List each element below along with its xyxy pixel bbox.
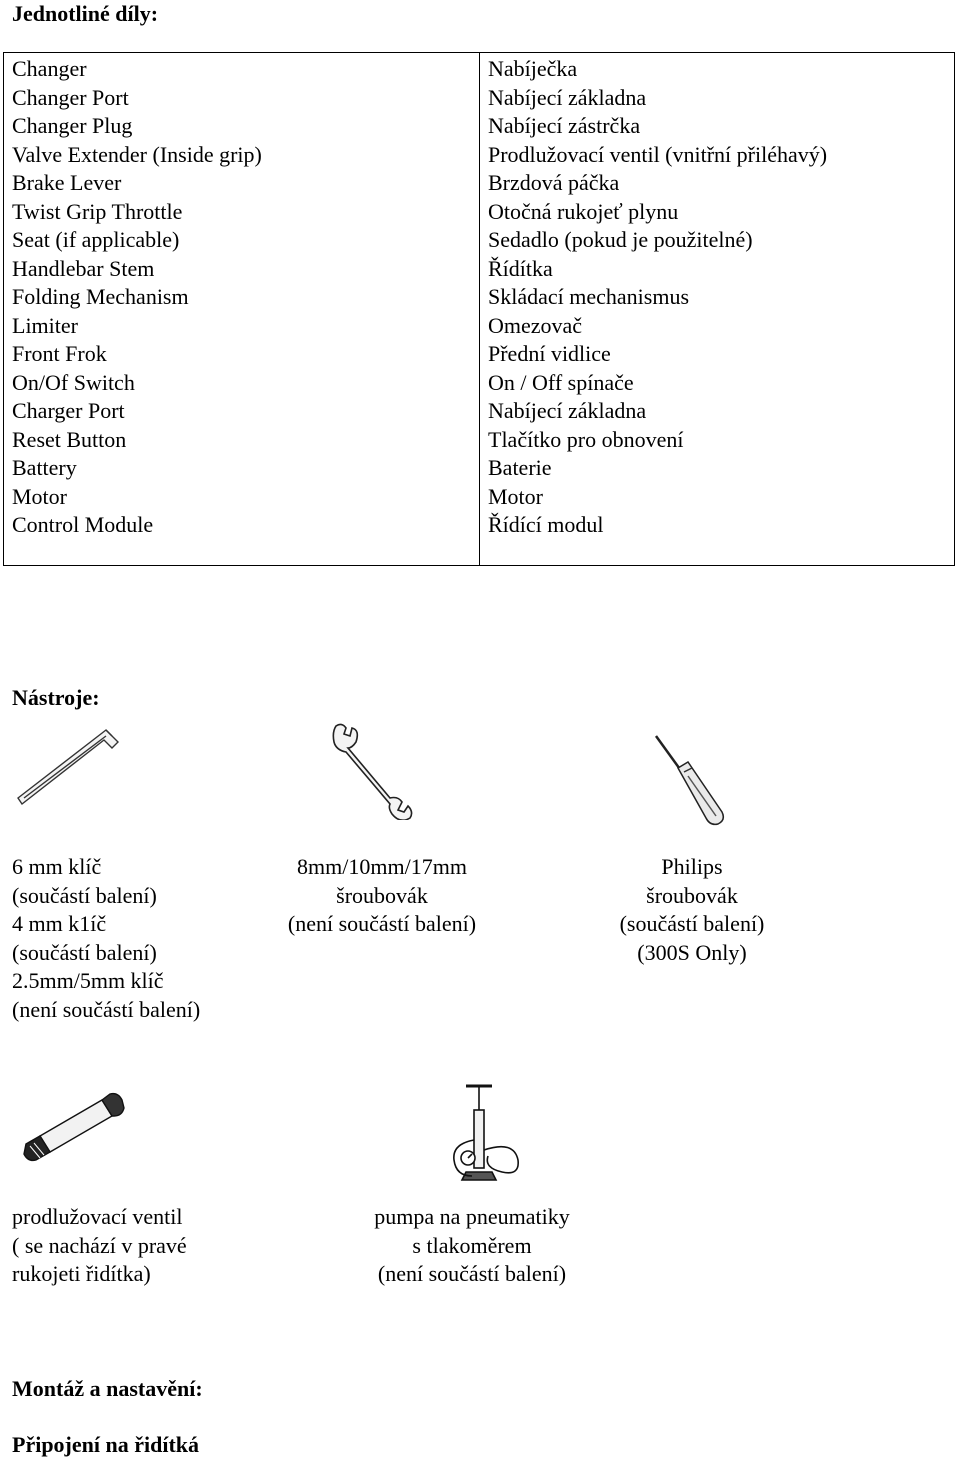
caption-line: (součástí balení) [12,939,157,965]
part-name-en: Changer Plug [12,113,133,138]
parts-czech-column [488,55,827,540]
part-name-en: Reset Button [12,426,127,452]
caption-line: (není součástí balení) [12,996,201,1022]
part-name-cs: Brzdová páčka [488,170,620,195]
caption-line: (není součástí balení) [287,911,477,936]
part-name-en: Motor [12,483,67,509]
part-name-en: Twist Grip Throttle [12,198,183,224]
part-name-cs: On / Off spínače [488,369,634,395]
part-name-en: Handlebar Stem [12,255,155,281]
part-name-en: Changer [12,56,87,81]
part-name-en: Folding Mechanism [12,284,189,309]
caption-line: 2.5mm/5mm klíč [12,968,164,993]
part-name-cs: Motor [488,483,543,509]
part-name-cs: Skládací mechanismus [488,284,690,309]
part-name-cs: Baterie [488,455,552,480]
caption-line: (300S Only) [637,939,747,965]
part-name-en: Seat (if applicable) [12,227,180,252]
part-name-en: Brake Lever [12,170,122,195]
caption-line: prodlužovací ventil [12,1204,183,1229]
screwdriver-icon [648,732,738,828]
part-name-en: Limiter [12,312,78,338]
part-name-en: Front Frok [12,341,107,366]
part-name-en: Battery [12,455,77,480]
part-name-en: On/Of Switch [12,369,135,395]
valve-extender-caption [12,1203,187,1289]
tools-heading: Nástroje: [12,685,100,710]
part-name-en: Charger Port [12,398,125,423]
part-name-cs: Nabíjecí zástrčka [488,113,641,138]
parts-english-column [12,55,262,540]
tire-pump-icon [444,1080,534,1184]
caption-line: 8mm/10mm/17mm [297,854,467,879]
part-name-cs: Nabíjecí základna [488,84,647,110]
part-name-cs: Přední vidlice [488,341,611,366]
handlebar-heading: Připojení na řidítká [12,1432,200,1457]
pump-caption [362,1203,582,1289]
part-name-cs: Omezovač [488,312,583,338]
part-name-cs: Tlačítko pro obnovení [488,426,684,452]
part-name-cs: Nabíječka [488,56,578,81]
part-name-cs: Sedadlo (pokud je použitelné) [488,227,753,252]
part-name-cs: Řídící modul [488,512,604,537]
caption-line: (součástí balení) [619,911,765,936]
caption-line: s tlakoměrem [412,1232,532,1258]
table-divider [479,53,480,565]
screwdriver-caption [592,853,792,967]
valve-extender-icon [18,1086,130,1166]
caption-line: 4 mm k1íč [12,911,107,936]
part-name-cs: Otočná rukojeť plynu [488,198,679,224]
caption-line: pumpa na pneumatiky [374,1204,570,1229]
caption-line: (není součástí balení) [377,1261,567,1286]
caption-line: 6 mm klíč [12,854,102,879]
caption-line: (součástí balení) [12,882,157,908]
part-name-en: Changer Port [12,84,129,110]
wrench-caption [262,853,502,939]
part-name-en: Valve Extender (Inside grip) [12,141,262,167]
caption-line: rukojeti řidítka) [12,1261,151,1286]
caption-line: ( se nachází v pravé [12,1232,187,1258]
part-name-en: Control Module [12,512,154,537]
assembly-heading: Montáž a nastavění: [12,1376,203,1401]
part-name-cs: Řídítka [488,255,553,281]
hex-key-icon [14,722,124,812]
part-name-cs: Nabíjecí základna [488,398,647,423]
wrench-icon [330,720,420,820]
parts-table [3,52,955,566]
part-name-cs: Prodlužovací ventil (vnitřní přiléhavý) [488,141,828,167]
caption-line: Philips [661,854,723,879]
parts-heading: Jednotliné díly: [12,1,159,26]
caption-line: šroubovák [336,882,428,908]
caption-line: šroubovák [646,882,738,908]
hex-key-caption [12,853,200,1024]
